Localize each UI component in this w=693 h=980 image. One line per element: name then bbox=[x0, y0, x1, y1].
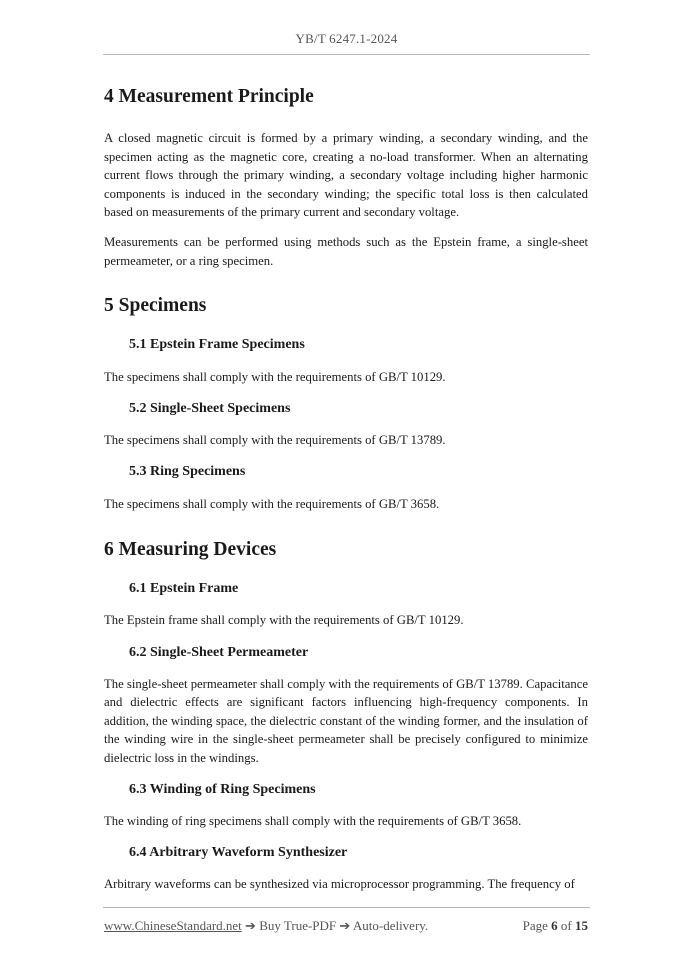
section-6-2-heading: 6.2 Single-Sheet Permeameter bbox=[129, 644, 309, 660]
website-link[interactable]: www.ChineseStandard.net bbox=[104, 918, 242, 933]
section-4-heading: 4 Measurement Principle bbox=[104, 86, 314, 107]
section-6-3-heading: 6.3 Winding of Ring Specimens bbox=[129, 781, 316, 797]
page-content bbox=[104, 84, 588, 894]
section-5-3-text: The specimens shall comply with the requirements of GB/T 3658. bbox=[104, 497, 440, 512]
header-rule bbox=[103, 54, 590, 55]
buy-pdf-text: Buy True-PDF bbox=[259, 918, 337, 933]
section-5-2-heading: 5.2 Single-Sheet Specimens bbox=[129, 400, 291, 416]
section-6-heading: 6 Measuring Devices bbox=[104, 538, 277, 560]
section-5-1-heading: 5.1 Epstein Frame Specimens bbox=[129, 337, 305, 353]
page-word: Page bbox=[522, 918, 548, 933]
arrow-right-icon: ➔ bbox=[245, 918, 256, 933]
section-6-4-text: Arbitrary waveforms can be synthesized via microprocessor programming. The frequency of bbox=[104, 877, 575, 892]
page-number bbox=[523, 918, 588, 934]
of-word: of bbox=[560, 918, 572, 933]
section-4-paragraph-1: A closed magnetic circuit is formed by a primary winding, a secondary winding, and the specimen acting as the magnetic core, creating a no-load transformer. When an alternating current flows through the primary winding, a secondary voltage including higher harmonic components is induced in the secondary winding; the specific total loss is then calculated based on measurements of the primary current and secondary voltage. bbox=[104, 131, 588, 220]
section-5-3-heading: 5.3 Ring Specimens bbox=[129, 464, 246, 480]
arrow-right-icon: ➔ bbox=[339, 918, 351, 933]
page-total: 15 bbox=[575, 918, 588, 933]
section-5-1-text: The specimens shall comply with the requirements of GB/T 10129. bbox=[104, 370, 446, 385]
section-5-2-text: The specimens shall comply with the requirements of GB/T 13789. bbox=[104, 432, 446, 447]
page-current: 6 bbox=[551, 918, 558, 933]
auto-delivery-text: Auto-delivery. bbox=[352, 918, 429, 933]
page-header: YB/T 6247.1-2024 bbox=[295, 31, 398, 46]
footer-promo bbox=[104, 918, 428, 934]
section-6-3-text: The winding of ring specimens shall comply with the requirements of GB/T 3658. bbox=[104, 813, 522, 828]
section-4-paragraph-2: Measurements can be performed using methods such as the Epstein frame, a single-sheet permeameter, or a ring specimen. bbox=[104, 234, 588, 268]
footer-rule bbox=[103, 907, 590, 908]
section-6-1-text: The Epstein frame shall comply with the requirements of GB/T 10129. bbox=[104, 612, 464, 627]
section-5-heading: 5 Specimens bbox=[104, 295, 207, 317]
section-6-4-heading: 6.4 Arbitrary Waveform Synthesizer bbox=[129, 845, 348, 861]
section-6-1-heading: 6.1 Epstein Frame bbox=[129, 580, 239, 596]
section-6-2-text: The single-sheet permeameter shall comply with the requirements of GB/T 13789. Capacitance and dielectric effects are significant factors influencing high-frequency components. In addition, the winding space, the dielectric constant of the winding former, and the insulation of the winding wire in the single-sheet permeameter shall be precisely configured to minimize dielectric loss in the windings. bbox=[104, 676, 588, 765]
